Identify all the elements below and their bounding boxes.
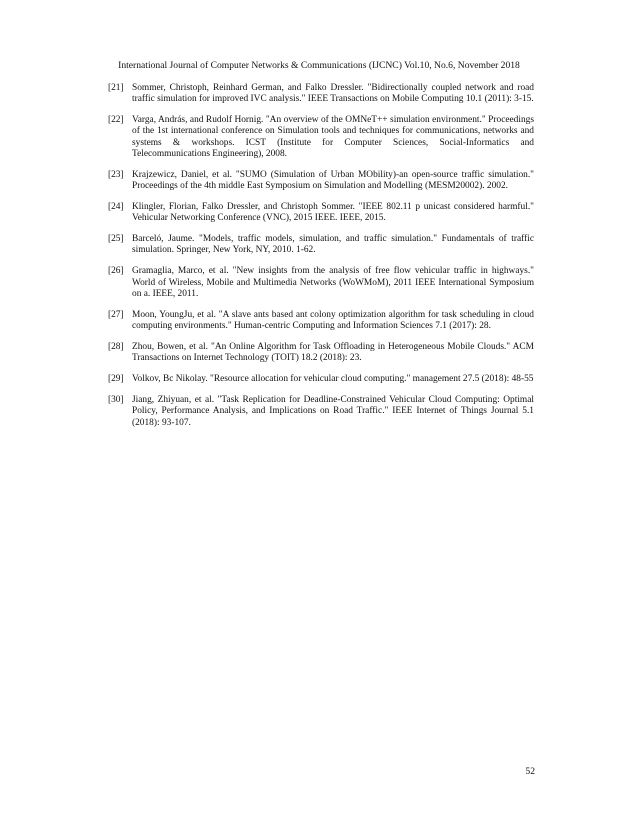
reference-item bbox=[108, 170, 534, 192]
reference-item bbox=[108, 234, 534, 256]
reference-item bbox=[108, 342, 534, 364]
reference-text: Zhou, Bowen, et al. "An Online Algorithm for Task Offloading in Heterogeneous Mobile Clouds." ACM Transactions on Internet Technology (TOIT) 18.2 (2018): 23. bbox=[132, 342, 534, 364]
reference-number: [23] bbox=[108, 169, 124, 180]
reference-item bbox=[108, 310, 534, 332]
reference-text: Volkov, Bc Nikolay. "Resource allocation for vehicular cloud computing." management 27.5 (2018): 48-55 bbox=[132, 374, 534, 385]
reference-item bbox=[108, 374, 534, 385]
reference-item bbox=[108, 395, 534, 429]
reference-item bbox=[108, 202, 534, 224]
reference-text: Jiang, Zhiyuan, et al. "Task Replication for Deadline-Constrained Vehicular Cloud Computing: Optimal Policy, Performance Analysis, and Implications on Road Traffic." IEEE Internet of Things Journal 5.1 (2018): 93-107. bbox=[132, 395, 534, 428]
reference-number: [25] bbox=[108, 234, 124, 245]
reference-text: Gramaglia, Marco, et al. "New insights from the analysis of free flow vehicular traffic in highways." World of Wireless, Mobile and Multimedia Networks (WoWMoM), 2011 IEEE International Symposium on a. IEEE, 2011. bbox=[132, 266, 534, 299]
reference-text: Sommer, Christoph, Reinhard German, and Falko Dressler. "Bidirectionally coupled network and road traffic simulation for improved IVC analysis." IEEE Transactions on Mobile Computing 10.1 (2011): 3-15. bbox=[132, 83, 534, 105]
reference-item bbox=[108, 83, 534, 105]
reference-number: [22] bbox=[108, 115, 124, 126]
reference-list bbox=[108, 83, 534, 439]
reference-text: Klingler, Florian, Falko Dressler, and Christoph Sommer. "IEEE 802.11 p unicast considered harmful." Vehicular Networking Conference (VNC), 2015 IEEE. IEEE, 2015. bbox=[132, 202, 534, 224]
reference-number: [21] bbox=[108, 83, 124, 93]
reference-text: Barceló, Jaume. "Models, traffic models, simulation, and traffic simulation." Fundamentals of traffic simulation. Springer, New York, NY, 2010. 1-62. bbox=[132, 234, 534, 256]
reference-number: [30] bbox=[108, 395, 124, 406]
page-number: 52 bbox=[525, 766, 535, 777]
reference-number: [27] bbox=[108, 309, 124, 320]
reference-text: Krajzewicz, Daniel, et al. "SUMO (Simulation of Urban MObility)-an open-source traffic simulation." Proceedings of the 4th middle East Symposium on Simulation and Modelling (MESM20002). 2002. bbox=[132, 169, 534, 192]
reference-item bbox=[108, 266, 534, 300]
reference-number: [24] bbox=[108, 202, 124, 213]
reference-item bbox=[108, 115, 534, 160]
reference-number: [28] bbox=[108, 342, 124, 353]
reference-number: [29] bbox=[108, 374, 124, 385]
running-header: International Journal of Computer Networks & Communications (IJCNC) Vol.10, No.6, November 2018 bbox=[118, 60, 520, 71]
reference-number: [26] bbox=[108, 266, 124, 277]
reference-text: Moon, YoungJu, et al. "A slave ants based ant colony optimization algorithm for task scheduling in cloud computing environments." Human-centric Computing and Information Sciences 7.1 (2017): 28. bbox=[132, 309, 534, 332]
reference-text: Varga, András, and Rudolf Hornig. "An overview of the OMNeT++ simulation environment." Proceedings of the 1st international conference on Simulation tools and techniques for communications, networks and systems & workshops. ICST (Institute for Computer Sciences, Social-Informatics and Telecommunications Engineering), 2008. bbox=[132, 115, 534, 159]
